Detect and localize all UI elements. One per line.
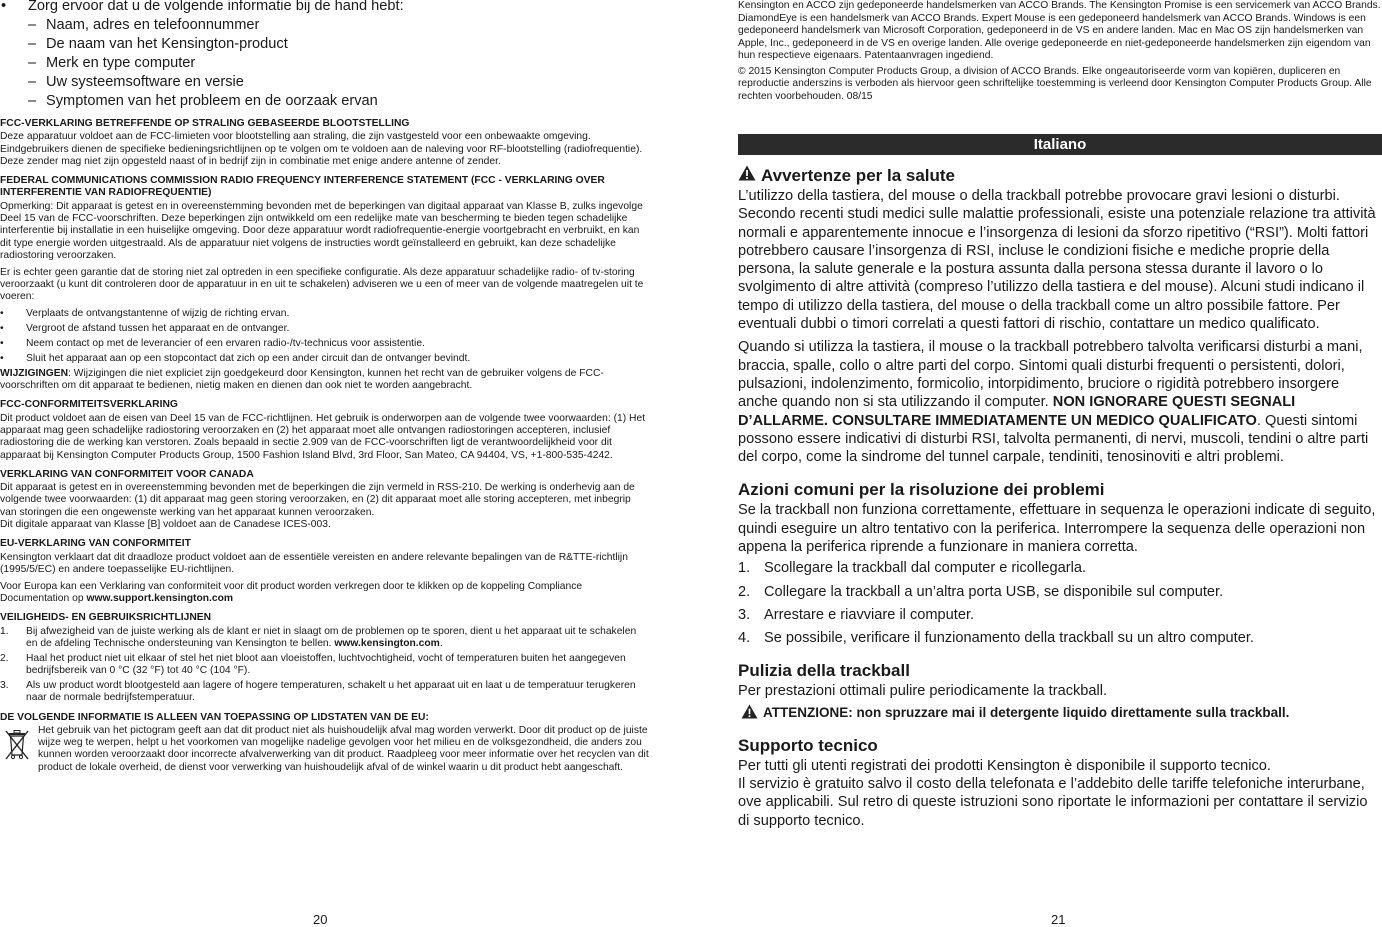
- fcc-conformity-text: Dit product voldoet aan de eisen van Deel 15 van de FCC-richtlijnen. Het gebruik is onderworpen aan de volgende twee voorwaarden: (1) Het apparaat mag geen schadelijke radiostoring veroorzaken en (2) het apparaat moet alle ontvangen radiostoringen accepteren, inclusief radiostoring die de werking kan verstoren. Zoals bepaald in sectie 2.909 van de FCC-voorschriften ligt de verantwoordelijkheid voor dit apparaat bij Kensington Computer Products Group, 1500 Fashion Island Blvd, 3rd Floor, San Mateo, CA 94404, VS, +1-800-535-4242.: [0, 412, 646, 461]
- weee-text: Het gebruik van het pictogram geeft aan dat dit product niet als huishoudelijk afval mag worden verwerkt. Door dit product op de juiste wijze weg te werpen, helpt u het voorkomen van mogelijke nadelige gevolgen voor het milieu en de volksgezondheid, die anders zou kunnen worden veroorzaakt door incorrecte afvalverwerking van dit product. Raadpleeg voor meer informatie over het recyclen van dit product de lokale overheid, de dienst voor verwerking van huishoudelijk afval of de winkel waarin u dit product hebt aangeschaft.: [38, 724, 649, 773]
- safety-heading: VEILIGHEIDS- EN GEBRUIKSRICHTLIJNEN: [0, 612, 212, 624]
- cleaning-heading: Pulizia della trackball: [738, 660, 910, 680]
- crossed-bin-icon: [4, 728, 30, 762]
- troubleshooting-heading: Azioni comuni per la risoluzione dei problemi: [738, 480, 1105, 500]
- fcc-interference-p1: Opmerking: Dit apparaat is getest en in overeenstemming bevonden met de beperkingen van digitaal apparaat van Klasse B, zulks ingevolge Deel 15 van de FCC-voorschriften. Deze beperkingen zijn ontwikkeld om een redelijke mate van bescherming te bieden tegen schadelijke interferentie bij installatie in een huiselijke omgeving. Door deze apparatuur wordt radiofrequentie-energie voortgebracht en verbruikt, en kan dit type energie worden uitgestraald. Als de apparatuur niet volgens de instructies wordt geïnstalleerd en gebruikt, kan deze schadelijke radiostoring veroorzaken.: [0, 200, 643, 261]
- eu-p1: Kensington verklaart dat dit draadloze product voldoet aan de essentiële vereisten en andere relevante bepalingen van de R&TTE-richtlijn (1995/5/EC) en andere toepasselijke EU-richtlijnen.: [0, 551, 628, 575]
- list-item: 3. Arrestare e riavviare il computer.: [738, 606, 975, 623]
- list-item: • Neem contact op met de leverancier of een ervaren radio-/tv-technicus voor assistentie.: [0, 337, 425, 349]
- support-p2: Il servizio è gratuito salvo il costo della telefonata e l’addebito delle tariffe telefoniche interurbane, ove applicabili. Sul retro di queste istruzioni sono riportate le informazioni per contattare il servizio di supporto tecnico.: [738, 776, 1368, 829]
- troubleshooting-steps: [738, 559, 1382, 647]
- trademark-notice: Kensington en ACCO zijn gedeponeerde handelsmerken van ACCO Brands. The Kensington Promise is een servicemerk van ACCO Brands. DiamondEye is een handelsmerk van ACCO Brands. Expert Mouse is een gedeponeerd handelsmerk van ACCO Brands. Windows is een gedeponeerd handelsmerk van Microsoft Corporation, gedeponeerd in de VS en andere landen. Mac en Mac OS zijn handelsmerken van Apple, Inc., gedeponeerd in de VS en overige landen. Alle overige gedeponeerde en niet-gedeponeerde handelsmerken zijn eigendom van hun respectieve eigenaars. Patentaanvragen ingediend. © 2015 Kensington Computer Products Group, a division of ACCO Brands. Elke ongeautoriseerde vorm van kopiëren, dupliceren en reproductie anderszins is verboden als hiervoor geen schriftelijke toestemming is verleend door Kensington Computer Products Group. Alle rechten voorbehouden. 08/15: [738, 0, 1381, 102]
- kensington-link[interactable]: www.kensington.com: [334, 637, 440, 649]
- fcc-rf-heading: FCC-VERKLARING BETREFFENDE OP STRALING GEBASEERDE BLOOTSTELLING: [0, 118, 410, 129]
- list-item: 1. Scollegare la trackball dal computer e ricollegarla.: [738, 560, 1087, 577]
- eu-p2: Voor Europa kan een Verklaring van conformiteit voor dit product worden verkregen door te klikken op de koppeling Compliance Documentation op www.support.kensington.com: [0, 580, 583, 604]
- canada-p2: Dit digitale apparaat van Klasse [B] voldoet aan de Canadese ICES-003.: [0, 518, 331, 530]
- fcc-measures-list: [0, 308, 650, 365]
- warning-icon: [738, 165, 756, 187]
- list-item: – Uw systeemsoftware en versie: [28, 74, 244, 90]
- modifications-note: WIJZIGINGEN: Wijzigingen die niet expliciet zijn goedgekeurd door Kensington, kunnen het recht van de gebruiker volgens de FCC-voorschriften om dit apparaat te bedienen, nietig maken en dienen dan ook niet te worden aangebracht.: [0, 367, 604, 392]
- eu-heading: EU-VERKLARING VAN CONFORMITEIT: [0, 538, 191, 550]
- list-item: – De naam van het Kensington-product: [28, 36, 288, 52]
- canada-p1: Dit apparaat is getest en in overeenstemming bevonden met de beperkingen die zijn vermeld in RSS-210. De werking is onderhevig aan de volgende twee voorwaarden: (1) dit apparaat mag geen storing veroorzaken, en (2) dit apparaat moet alle storing accepteren, met inbegrip van storingen die een ongewenste werking van het apparaat kunnen veroorzaken.: [0, 482, 635, 518]
- warning-icon: [741, 704, 758, 722]
- list-item: 2. Haal het product niet uit elkaar of stel het niet bloot aan vloeistoffen, luchtvochtigheid, vocht of temperaturen buiten het aangegeven bedrijfsbereik van 0 °C (32 °F) tot 40 °C (104 °F).: [0, 652, 626, 677]
- health-heading: Avvertenze per la salute: [738, 165, 1382, 187]
- list-item: • Sluit het apparaat aan op een stopcontact dat zich op een ander circuit dan de ontvanger bevindt.: [0, 352, 471, 364]
- canada-heading: VERKLARING VAN CONFORMITEIT VOOR CANADA: [0, 468, 254, 480]
- fcc-interference-heading: FEDERAL COMMUNICATIONS COMMISSION RADIO FREQUENCY INTERFERENCE STATEMENT (FCC - VERKLARING OVER INTERFERENTIE VAN RADIOFREQUENTIE): [0, 175, 605, 199]
- support-heading: Supporto tecnico: [738, 735, 878, 755]
- list-item: 3. Als uw product wordt blootgesteld aan lagere of hogere temperaturen, schakelt u het apparaat uit en laat u de temperatuur terugkeren naar de normale bedrijfstemperatuur.: [0, 679, 636, 704]
- troubleshooting-text: Se la trackball non funziona correttamente, effettuare in sequenza le operazioni indicate di seguito, quindi eseguire un altro tentativo con la periferica. Interrompere la sequenza delle operazioni non appena la periferica riprende a funzionare in maniera corretta.: [738, 502, 1376, 556]
- list-item: 4. Se possibile, verificare il funzionamento della trackball su un altro computer.: [738, 630, 1254, 647]
- cleaning-warning: ATTENZIONE: non spruzzare mai il detergente liquido direttamente sulla trackball.: [741, 704, 1382, 722]
- support-p1: Per tutti gli utenti registrati dei prodotti Kensington è disponibile il supporto tecnico.: [738, 757, 1271, 774]
- left-page: [0, 0, 650, 774]
- page-number-right: 21: [1051, 912, 1066, 927]
- fcc-conformity-heading: FCC-CONFORMITEITSVERKLARING: [0, 399, 178, 411]
- list-item: 2. Collegare la trackball a un’altra porta USB, se disponibile sul computer.: [738, 583, 1224, 600]
- fcc-interference-p2: Er is echter geen garantie dat de storing niet zal optreden in een specifieke configuratie. Als deze apparatuur schadelijke radio- of tv-storing veroorzaakt (u kunt dit controleren door de apparatuur in en uit te schakelen) adviseren we u een of meer van de volgende maatregelen uit te voeren:: [0, 266, 644, 303]
- list-item: – Naam, adres en telefoonnummer: [28, 17, 260, 33]
- weee-heading: DE VOLGENDE INFORMATIE IS ALLEEN VAN TOEPASSING OP LIDSTATEN VAN DE EU:: [0, 711, 429, 723]
- contact-info-list: [0, 0, 650, 111]
- support-link[interactable]: www.support.kensington.com: [86, 592, 234, 604]
- list-item: • Zorg ervoor dat u de volgende informatie bij de hand hebt:: [1, 0, 404, 14]
- health-p1: L’utilizzo della tastiera, del mouse o della trackball potrebbe provocare gravi lesioni o disturbi. Secondo recenti studi medici sulle malattie professionali, esiste una potenziale relazione tra attività normali e apparentemente innocue e l’insorgenza di lesioni da sforzo ripetitivo (“RSI”). Molti fattori potrebbero causare l’insorgenza di RSI, incluse le condizioni fisiche e mediche proprie della persona, la salute generale e la postura assunta dalla persona stessa durante il lavoro o lo svolgimento di altre attività (compreso l’utilizzo della tastiera e del mouse). Alcuni studi indicano il tempo di utilizzo della tastiera, del mouse o della trackball come un altro possibile fattore. Per eventuali dubbi o timori correlati a questi fattori di rischio, contattare un medico qualificato.: [738, 188, 1376, 333]
- cleaning-text: Per prestazioni ottimali pulire periodicamente la trackball.: [738, 682, 1108, 699]
- list-item: – Merk en type computer: [28, 55, 196, 71]
- list-item: • Verplaats de ontvangstantenne of wijzig de richting ervan.: [0, 308, 290, 320]
- health-p2: Quando si utilizza la tastiera, il mouse o la trackball potrebbero talvolta verificarsi disturbi a mani, braccia, spalle, collo o altre parti del corpo. Sintomi quali disturbi frequenti o persistenti, dolori, pulsazioni, indolenzimento, formicolio, intorpidimento, bruciore o rigidità potrebbero insorgere anche quando non si sta utilizzando il computer. NON IGNORARE QUESTI SEGNALI D’ALLARME. CONSULTARE IMMEDIATAMENTE UN MEDICO QUALIFICATO. Questi sintomi possono essere indicativi di disturbi RSI, talvolta permanenti, di nervi, muscoli, tendini o altre parti del corpo, come la sindrome del tunnel carpale, tendiniti, tenosinoviti e altri problemi.: [738, 339, 1369, 466]
- page-number-left: 20: [313, 912, 328, 927]
- weee-notice: [0, 725, 650, 774]
- list-item: 1. Bij afwezigheid van de juiste werking als de klant er niet in slaagt om de problemen op te sporen, dient u het apparaat uit te schakelen en de afdeling Technische ondersteuning van Kensington te bellen. www.kensington.com.: [0, 625, 637, 649]
- right-page: [738, 0, 1382, 833]
- fcc-rf-text: Deze apparatuur voldoet aan de FCC-limieten voor blootstelling aan straling, die zijn vastgesteld voor een onbewaakte omgeving. Eindgebruikers dienen de specifieke bedieningsrichtlijnen op te volgen om te voldoen aan de naleving voor RF-blootstelling (radiofrequentie). Deze zender mag niet zijn opgesteld naast of in bedrijf zijn in combinatie met enige andere antenne of zender.: [0, 131, 643, 167]
- language-bar: Italiano: [738, 134, 1382, 155]
- list-item: – Symptomen van het probleem en de oorzaak ervan: [28, 93, 378, 109]
- list-item: • Vergroot de afstand tussen het apparaat en de ontvanger.: [0, 323, 290, 335]
